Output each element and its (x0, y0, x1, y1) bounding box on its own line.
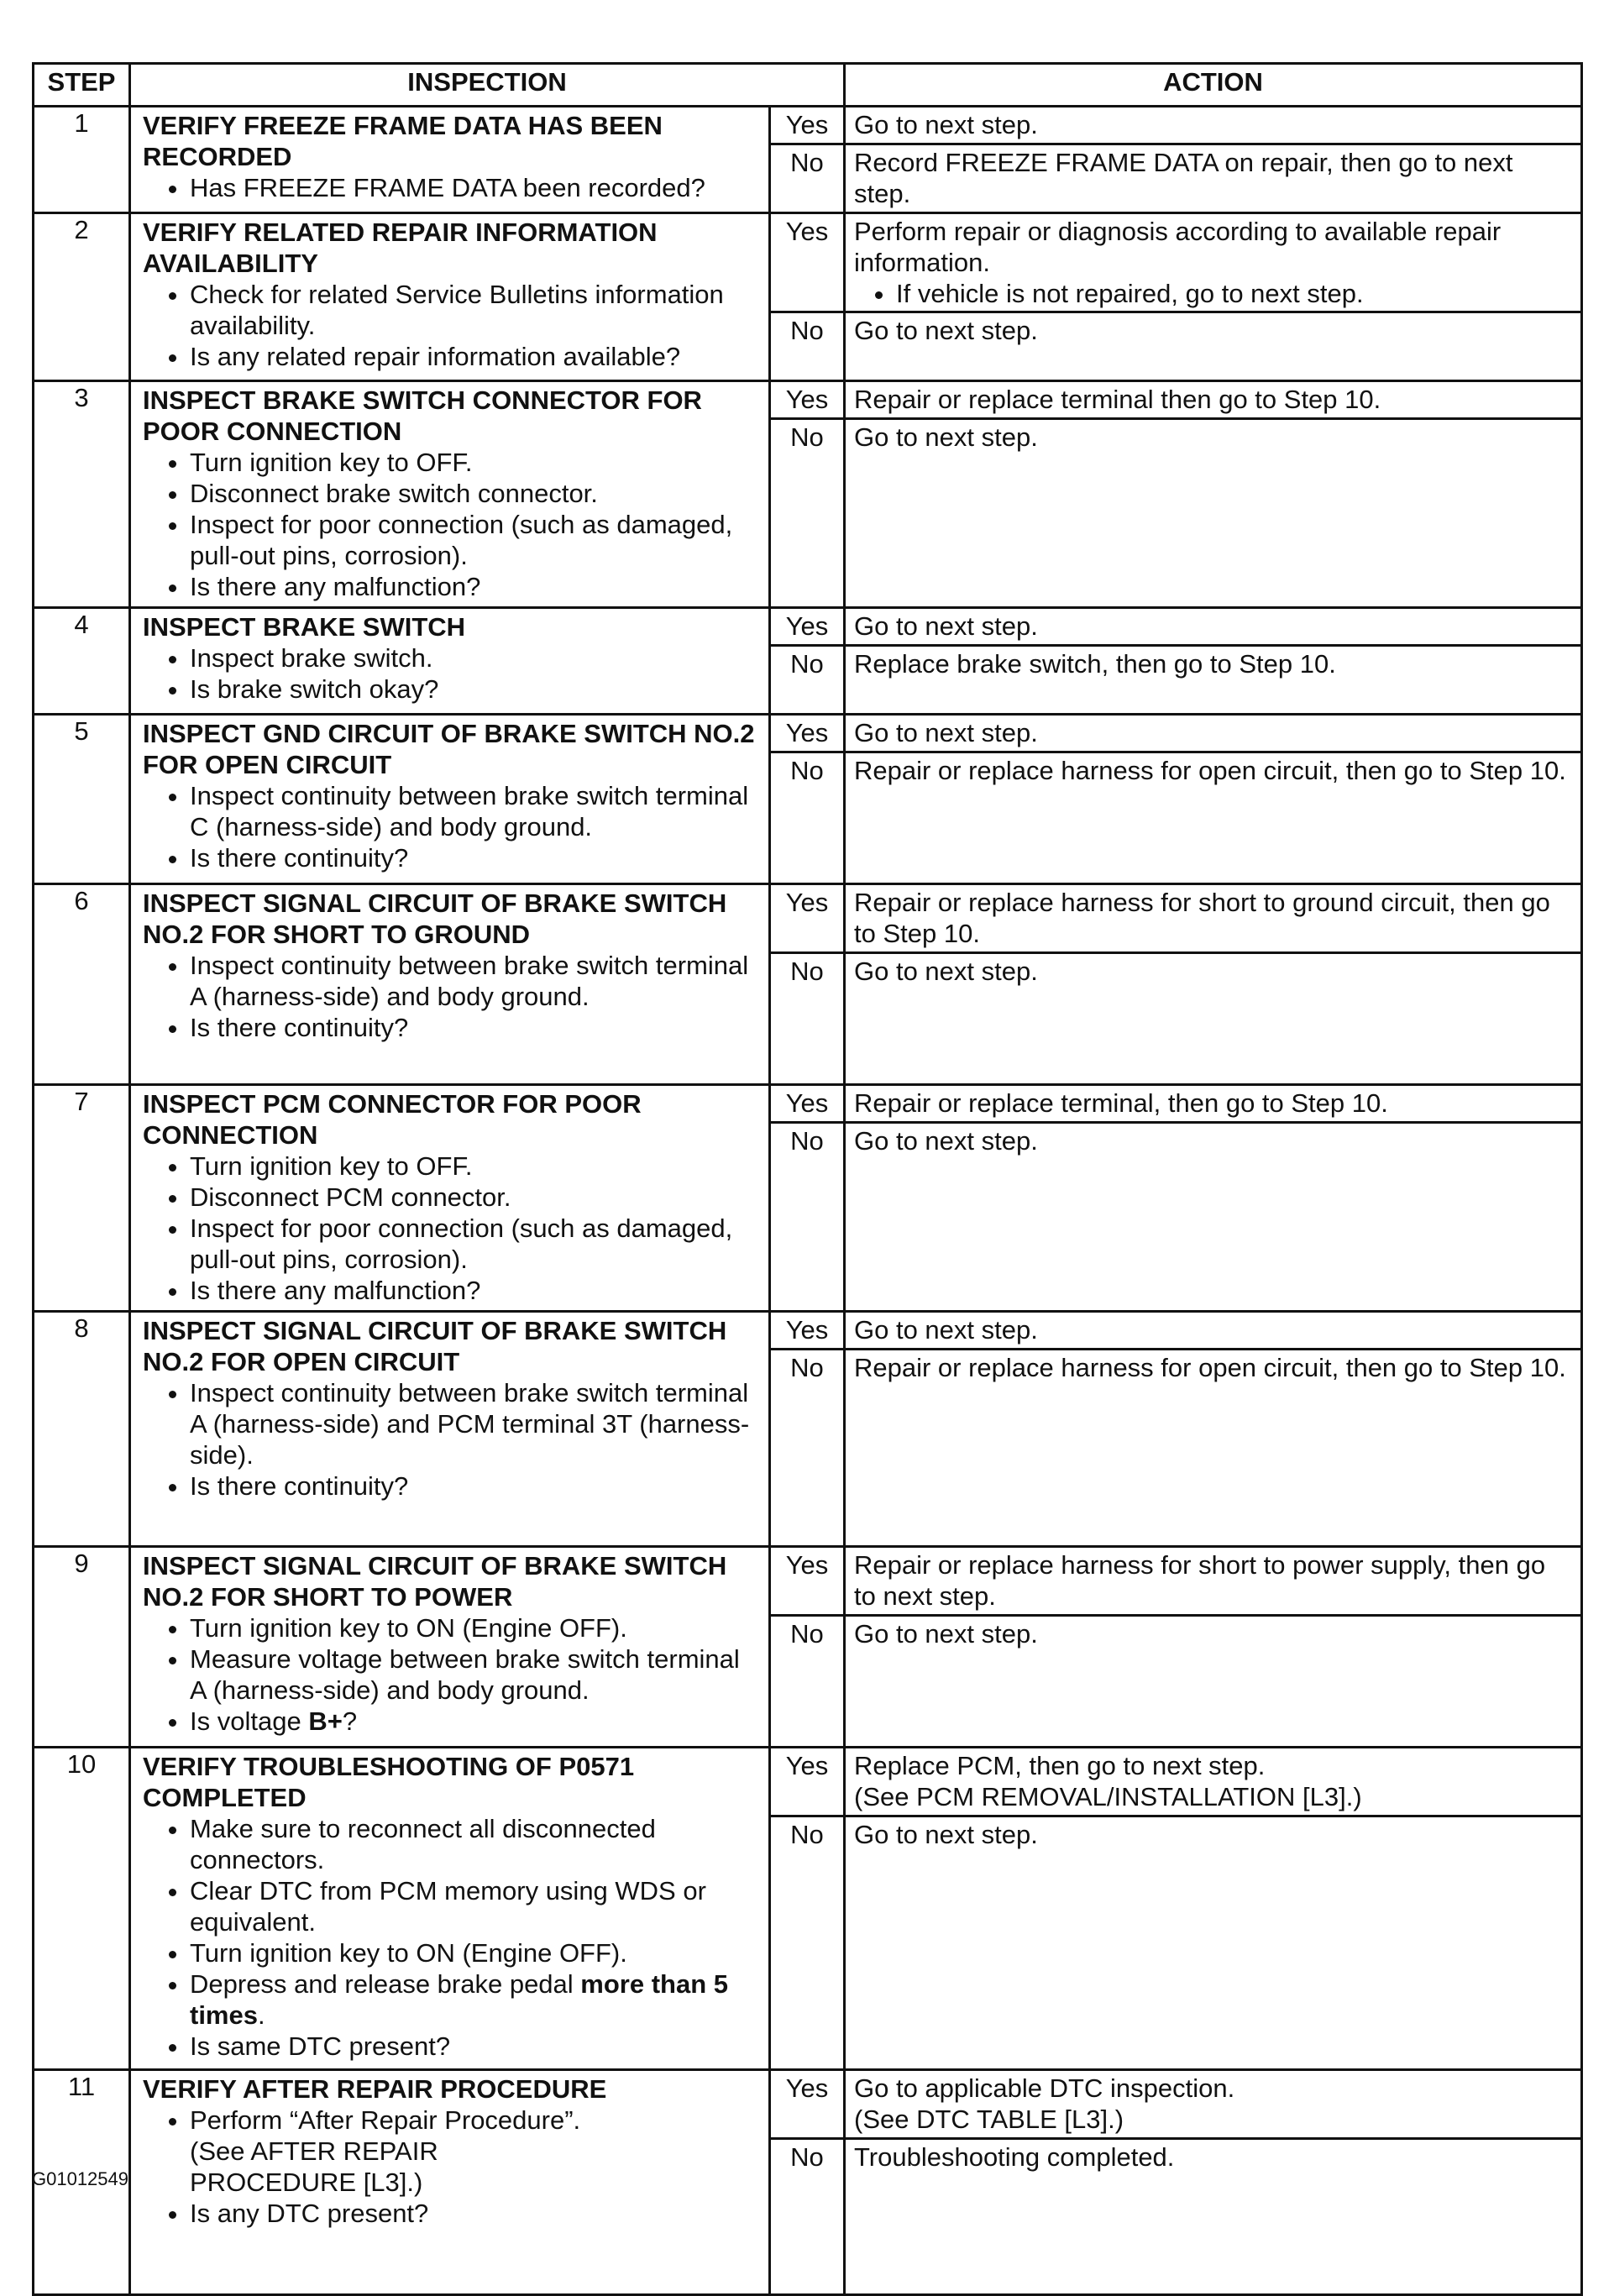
yes-label: Yes (770, 715, 845, 752)
yes-action (845, 715, 1582, 752)
inspection-bullets (143, 1377, 760, 1502)
inspection-bullet: • Is there any malfunction? (190, 571, 760, 602)
no-action: Troubleshooting completed. (845, 2139, 1582, 2295)
no-action: Go to next step. (845, 1816, 1582, 2070)
inspection-bullet: • Turn ignition key to ON (Engine OFF). (190, 1612, 760, 1643)
inspection-bullets (143, 1151, 760, 1306)
step-number: 3 (34, 381, 130, 608)
yes-action-text: Go to next step. (854, 718, 1038, 747)
inspection-bullet: • Inspect brake switch. (190, 642, 760, 674)
yes-action (845, 2070, 1582, 2139)
yes-label: Yes (770, 107, 845, 144)
inspection-cell (130, 2070, 770, 2295)
step-number: 11 (34, 2070, 130, 2295)
inspection-bullet: • Check for related Service Bulletins information availability. (190, 279, 760, 341)
inspection-cell (130, 213, 770, 381)
yes-label: Yes (770, 2070, 845, 2139)
yes-label: Yes (770, 1312, 845, 1350)
no-label: No (770, 2139, 845, 2295)
inspection-title: VERIFY FREEZE FRAME DATA HAS BEEN RECORDED (143, 111, 663, 171)
yes-action (845, 1748, 1582, 1816)
no-action: Record FREEZE FRAME DATA on repair, then go to next step. (845, 144, 1582, 213)
table-row (34, 2070, 1582, 2139)
yes-action (845, 107, 1582, 144)
yes-action-bullets (854, 278, 1572, 309)
inspection-title: VERIFY AFTER REPAIR PROCEDURE (143, 2074, 607, 2104)
inspection-bullets (143, 642, 760, 705)
inspection-cell (130, 1085, 770, 1312)
inspection-bullet: • Is same DTC present? (190, 2031, 760, 2062)
no-label: No (770, 1123, 845, 1312)
no-label: No (770, 752, 845, 884)
inspection-bullet: • Has FREEZE FRAME DATA been recorded? (190, 172, 760, 203)
bullet-text: ? (342, 1706, 358, 1736)
yes-action-text: Go to next step. (854, 611, 1038, 641)
no-action: Replace brake switch, then go to Step 10. (845, 646, 1582, 715)
yes-action-reference: (See DTC TABLE [L3].) (854, 2105, 1124, 2134)
inspection-bullets (143, 172, 760, 203)
inspection-cell (130, 1312, 770, 1547)
yes-label: Yes (770, 608, 845, 646)
no-label: No (770, 419, 845, 608)
inspection-cell (130, 608, 770, 715)
yes-action-text: Repair or replace harness for short to power supply, then go to next step. (854, 1550, 1546, 1611)
table-row (34, 1312, 1582, 1350)
inspection-bullet: • Measure voltage between brake switch terminal A (harness-side) and body ground. (190, 1643, 760, 1706)
inspection-bullet: • Is there continuity? (190, 842, 760, 873)
no-label: No (770, 1616, 845, 1748)
inspection-bullet: • Is there continuity? (190, 1470, 760, 1502)
figure-code: G01012549 (32, 2168, 128, 2189)
no-label: No (770, 312, 845, 381)
inspection-cell (130, 107, 770, 213)
inspection-cell (130, 884, 770, 1085)
inspection-bullet: • Turn ignition key to ON (Engine OFF). (190, 1937, 760, 1968)
no-action: Go to next step. (845, 953, 1582, 1085)
yes-action-text: Repair or replace terminal then go to Step 10. (854, 385, 1381, 414)
inspection-bullet: • Is there any malfunction? (190, 1275, 760, 1306)
inspection-bullet: • Turn ignition key to OFF. (190, 447, 760, 478)
inspection-title: INSPECT SIGNAL CIRCUIT OF BRAKE SWITCH NO.2 FOR SHORT TO POWER (143, 1551, 727, 1612)
yes-label: Yes (770, 884, 845, 953)
no-label: No (770, 646, 845, 715)
yes-action (845, 1085, 1582, 1123)
bullet-emphasis: more than 5 times (190, 1969, 729, 2030)
no-action: Go to next step. (845, 1123, 1582, 1312)
inspection-bullets (143, 447, 760, 602)
inspection-bullet: • Inspect continuity between brake switch terminal A (harness-side) and PCM terminal 3T (harness-side). (190, 1377, 760, 1470)
inspection-bullet: • Inspect continuity between brake switch terminal A (harness-side) and body ground. (190, 950, 760, 1012)
inspection-title: INSPECT SIGNAL CIRCUIT OF BRAKE SWITCH NO.2 FOR SHORT TO GROUND (143, 889, 727, 949)
inspection-title: INSPECT PCM CONNECTOR FOR POOR CONNECTION (143, 1089, 642, 1150)
yes-action (845, 1312, 1582, 1350)
bullet-text: Is voltage (190, 1706, 309, 1736)
yes-action (845, 884, 1582, 953)
table-row (34, 107, 1582, 144)
inspection-bullet: • Is any related repair information available? (190, 341, 760, 372)
inspection-bullets (143, 2105, 760, 2229)
no-label: No (770, 144, 845, 213)
yes-label: Yes (770, 1748, 845, 1816)
step-number: 1 (34, 107, 130, 213)
table-row (34, 884, 1582, 953)
yes-action-text: Go to applicable DTC inspection. (854, 2073, 1235, 2103)
yes-action-text: Replace PCM, then go to next step. (854, 1751, 1266, 1780)
header-step: STEP (34, 64, 130, 107)
yes-label: Yes (770, 1547, 845, 1616)
inspection-bullets (143, 1813, 760, 2062)
yes-action (845, 608, 1582, 646)
no-label: No (770, 1350, 845, 1547)
yes-label: Yes (770, 213, 845, 312)
yes-action-text: Perform repair or diagnosis according to available repair information. (854, 217, 1502, 277)
bullet-continuation: PROCEDURE [L3].) (190, 2168, 423, 2197)
table-row (34, 1547, 1582, 1616)
table-row (34, 715, 1582, 752)
inspection-title: INSPECT SIGNAL CIRCUIT OF BRAKE SWITCH NO.2 FOR OPEN CIRCUIT (143, 1316, 727, 1376)
yes-label: Yes (770, 1085, 845, 1123)
table-row (34, 1085, 1582, 1123)
inspection-cell (130, 1547, 770, 1748)
table-header-row (34, 64, 1582, 107)
inspection-bullet: • Inspect for poor connection (such as damaged, pull-out pins, corrosion). (190, 1213, 760, 1275)
bullet-text: . (257, 2000, 265, 2030)
yes-label: Yes (770, 381, 845, 419)
inspection-bullet: • Is there continuity? (190, 1012, 760, 1043)
no-action: Go to next step. (845, 1616, 1582, 1748)
inspection-bullets (143, 950, 760, 1043)
no-action: Repair or replace harness for open circuit, then go to Step 10. (845, 1350, 1582, 1547)
inspection-title: VERIFY TROUBLESHOOTING OF P0571 COMPLETED (143, 1752, 635, 1812)
inspection-cell (130, 715, 770, 884)
yes-action-text: Go to next step. (854, 110, 1038, 139)
yes-action-text: Repair or replace harness for short to ground circuit, then go to Step 10. (854, 888, 1550, 948)
table-row (34, 608, 1582, 646)
step-number: 8 (34, 1312, 130, 1547)
table-row (34, 213, 1582, 312)
bullet-emphasis: B+ (308, 1706, 343, 1736)
inspection-title: INSPECT GND CIRCUIT OF BRAKE SWITCH NO.2 FOR OPEN CIRCUIT (143, 719, 755, 779)
inspection-title: VERIFY RELATED REPAIR INFORMATION AVAILABILITY (143, 218, 658, 278)
yes-action-reference: (See PCM REMOVAL/INSTALLATION [L3].) (854, 1782, 1362, 1811)
yes-action (845, 1547, 1582, 1616)
inspection-cell (130, 381, 770, 608)
diagnostic-table (32, 62, 1583, 2296)
inspection-bullet: • Inspect continuity between brake switch terminal C (harness-side) and body ground. (190, 780, 760, 842)
no-label: No (770, 1816, 845, 2070)
step-number: 6 (34, 884, 130, 1085)
inspection-bullet: • Disconnect brake switch connector. (190, 478, 760, 509)
header-action: ACTION (845, 64, 1582, 107)
step-number: 9 (34, 1547, 130, 1748)
inspection-bullet: • Turn ignition key to OFF. (190, 1151, 760, 1182)
bullet-continuation: (See AFTER REPAIR (190, 2136, 438, 2166)
step-number: 10 (34, 1748, 130, 2070)
inspection-bullet (190, 1706, 760, 1737)
step-number: 2 (34, 213, 130, 381)
inspection-bullet: • Is brake switch okay? (190, 674, 760, 705)
inspection-bullet: • Is any DTC present? (190, 2198, 760, 2229)
bullet-text: Perform “After Repair Procedure”. (190, 2105, 581, 2135)
yes-action (845, 381, 1582, 419)
no-action: Repair or replace harness for open circuit, then go to Step 10. (845, 752, 1582, 884)
bullet-text: Depress and release brake pedal (190, 1969, 581, 1999)
yes-action (845, 213, 1582, 312)
table-row (34, 381, 1582, 419)
yes-action-text: Go to next step. (854, 1315, 1038, 1345)
inspection-cell (130, 1748, 770, 2070)
no-label: No (770, 953, 845, 1085)
inspection-bullet: • Disconnect PCM connector. (190, 1182, 760, 1213)
inspection-bullet (190, 2105, 760, 2198)
inspection-bullet (190, 1968, 760, 2031)
yes-action-text: Repair or replace terminal, then go to Step 10. (854, 1088, 1388, 1118)
header-inspection: INSPECTION (130, 64, 845, 107)
no-action: Go to next step. (845, 312, 1582, 381)
yes-action-bullet: • If vehicle is not repaired, go to next step. (896, 278, 1572, 309)
step-number: 4 (34, 608, 130, 715)
no-action: Go to next step. (845, 419, 1582, 608)
step-number: 5 (34, 715, 130, 884)
inspection-title: INSPECT BRAKE SWITCH (143, 612, 466, 642)
inspection-bullets (143, 279, 760, 372)
inspection-bullet: • Clear DTC from PCM memory using WDS or equivalent. (190, 1875, 760, 1937)
inspection-title: INSPECT BRAKE SWITCH CONNECTOR FOR POOR CONNECTION (143, 385, 702, 446)
inspection-bullet: • Inspect for poor connection (such as damaged, pull-out pins, corrosion). (190, 509, 760, 571)
table-row (34, 1748, 1582, 1816)
step-number: 7 (34, 1085, 130, 1312)
inspection-bullets (143, 1612, 760, 1737)
inspection-bullets (143, 780, 760, 873)
inspection-bullet: • Make sure to reconnect all disconnected connectors. (190, 1813, 760, 1875)
